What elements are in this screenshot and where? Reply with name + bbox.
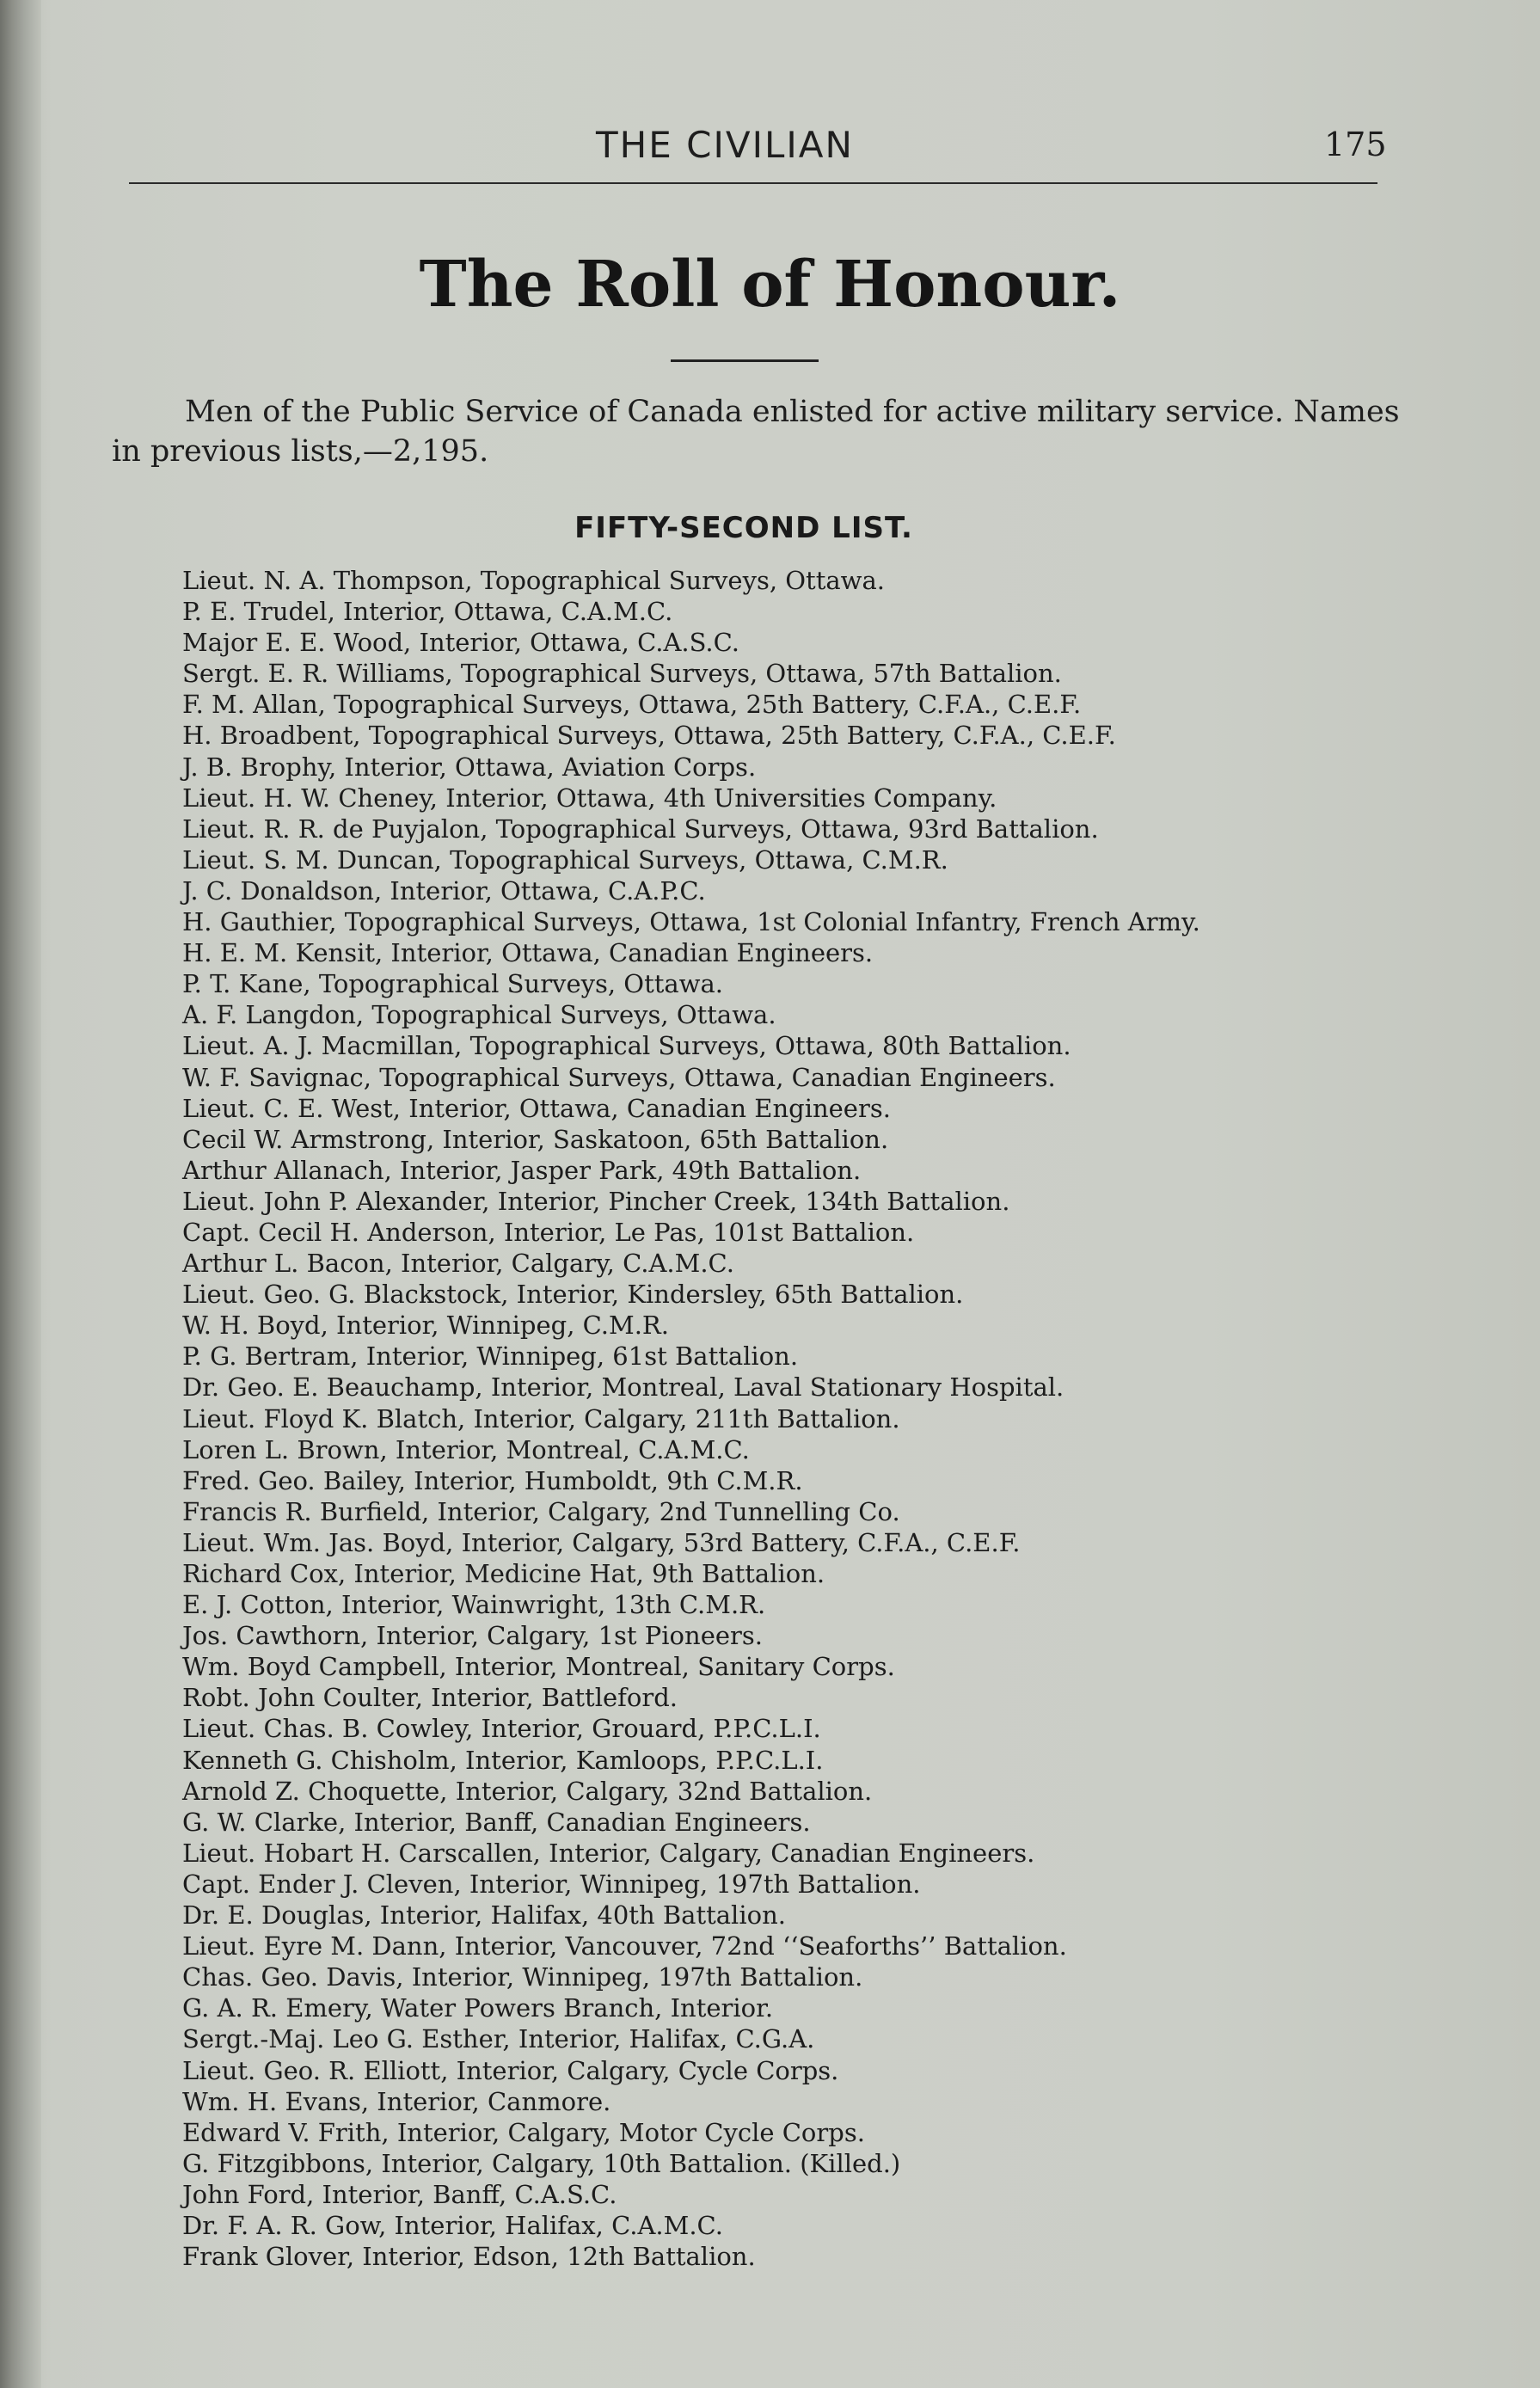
running-header	[0, 120, 1540, 172]
list-item: G. W. Clarke, Interior, Banff, Canadian Engineers.	[182, 1807, 811, 1837]
list-item: Lieut. R. R. de Puyjalon, Topographical Surveys, Ottawa, 93rd Battalion.	[182, 813, 1099, 844]
list-item: Lieut. Wm. Jas. Boyd, Interior, Calgary, 53rd Battery, C.F.A., C.E.F.	[182, 1527, 1021, 1557]
list-item: John Ford, Interior, Banff, C.A.S.C.	[182, 2179, 617, 2209]
list-item: Lieut. Geo. G. Blackstock, Interior, Kindersley, 65th Battalion.	[182, 1280, 964, 1310]
list-item: Major E. E. Wood, Interior, Ottawa, C.A.S.C.	[182, 628, 740, 658]
list-item: Arthur Allanach, Interior, Jasper Park, 49th Battalion.	[182, 1155, 862, 1185]
list-item: Lieut. A. J. Macmillan, Topographical Surveys, Ottawa, 80th Battalion.	[182, 1031, 1071, 1061]
list-item: H. E. M. Kensit, Interior, Ottawa, Canadian Engineers.	[182, 938, 874, 968]
list-item: Kenneth G. Chisholm, Interior, Kamloops, P.P.C.L.I.	[182, 1745, 824, 1775]
list-item: Lieut. Floyd K. Blatch, Interior, Calgary, 211th Battalion.	[182, 1403, 900, 1433]
honour-roll-list	[182, 565, 1386, 2272]
list-item: Capt. Ender J. Cleven, Interior, Winnipeg, 197th Battalion.	[182, 1869, 921, 1899]
list-item: Sergt.-Maj. Leo G. Esther, Interior, Halifax, C.G.A.	[182, 2024, 815, 2054]
list-item: Wm. Boyd Campbell, Interior, Montreal, Sanitary Corps.	[182, 1652, 895, 1682]
list-item: W. H. Boyd, Interior, Winnipeg, C.M.R.	[182, 1311, 669, 1341]
list-item: Edward V. Frith, Interior, Calgary, Motor Cycle Corps.	[182, 2117, 865, 2147]
list-item: Wm. H. Evans, Interior, Canmore.	[182, 2086, 611, 2116]
list-item: Arthur L. Bacon, Interior, Calgary, C.A.M.C.	[182, 1249, 734, 1279]
list-item: Lieut. John P. Alexander, Interior, Pincher Creek, 134th Battalion.	[182, 1186, 1010, 1216]
list-item: Chas. Geo. Davis, Interior, Winnipeg, 197th Battalion.	[182, 1962, 863, 1992]
list-item: Capt. Cecil H. Anderson, Interior, Le Pas, 101st Battalion.	[182, 1217, 915, 1247]
intro-paragraph: Men of the Public Service of Canada enlisted for active military service. Names in previous lists,—2,195.	[112, 395, 1400, 469]
header-rule	[129, 182, 1377, 184]
list-item: E. J. Cotton, Interior, Wainwright, 13th C.M.R.	[182, 1590, 766, 1620]
list-item: H. Gauthier, Topographical Surveys, Ottawa, 1st Colonial Infantry, French Army.	[182, 907, 1200, 937]
list-item: Robt. John Coulter, Interior, Battleford.	[182, 1683, 678, 1713]
list-item: Dr. Geo. E. Beauchamp, Interior, Montreal, Laval Stationary Hospital.	[182, 1372, 1065, 1403]
list-item: Sergt. E. R. Williams, Topographical Surveys, Ottawa, 57th Battalion.	[182, 659, 1062, 689]
list-item: P. T. Kane, Topographical Surveys, Ottawa.	[182, 969, 724, 999]
list-item: P. E. Trudel, Interior, Ottawa, C.A.M.C.	[182, 597, 673, 627]
page-number: 175	[1324, 126, 1387, 163]
list-item: Lieut. N. A. Thompson, Topographical Surveys, Ottawa.	[182, 566, 885, 595]
list-item: Loren L. Brown, Interior, Montreal, C.A.M.C.	[182, 1434, 750, 1464]
list-heading: FIFTY-SECOND LIST.	[574, 511, 913, 545]
list-item: Cecil W. Armstrong, Interior, Saskatoon, 65th Battalion.	[182, 1124, 889, 1154]
list-item: F. M. Allan, Topographical Surveys, Ottawa, 25th Battery, C.F.A., C.E.F.	[182, 690, 1082, 720]
list-item: J. B. Brophy, Interior, Ottawa, Aviation Corps.	[182, 752, 757, 782]
list-item: H. Broadbent, Topographical Surveys, Ottawa, 25th Battery, C.F.A., C.E.F.	[182, 721, 1116, 751]
list-item: Richard Cox, Interior, Medicine Hat, 9th Battalion.	[182, 1559, 825, 1588]
list-item: Lieut. Eyre M. Dann, Interior, Vancouver, 72nd ‘‘Seaforths’’ Battalion.	[182, 1931, 1067, 1961]
list-item: Lieut. C. E. West, Interior, Ottawa, Canadian Engineers.	[182, 1093, 891, 1123]
list-item: A. F. Langdon, Topographical Surveys, Ottawa.	[182, 1000, 776, 1030]
list-item: Fred. Geo. Bailey, Interior, Humboldt, 9th C.M.R.	[182, 1465, 803, 1495]
list-item: P. G. Bertram, Interior, Winnipeg, 61st Battalion.	[182, 1341, 799, 1372]
list-item: Lieut. Hobart H. Carscallen, Interior, Calgary, Canadian Engineers.	[182, 1838, 1035, 1868]
list-item: Lieut. S. M. Duncan, Topographical Surveys, Ottawa, C.M.R.	[182, 844, 948, 875]
list-item: Frank Glover, Interior, Edson, 12th Battalion.	[182, 2242, 756, 2272]
list-item: Jos. Cawthorn, Interior, Calgary, 1st Pioneers.	[182, 1621, 763, 1651]
list-item: Arnold Z. Choquette, Interior, Calgary, 32nd Battalion.	[182, 1776, 873, 1806]
list-item: Dr. F. A. R. Gow, Interior, Halifax, C.A.M.C.	[182, 2210, 723, 2240]
list-item: G. Fitzgibbons, Interior, Calgary, 10th Battalion. (Killed.)	[182, 2148, 901, 2178]
list-item: Lieut. Geo. R. Elliott, Interior, Calgary, Cycle Corps.	[182, 2055, 839, 2085]
list-item: Lieut. Chas. B. Cowley, Interior, Grouard, P.P.C.L.I.	[182, 1714, 821, 1744]
list-item: Dr. E. Douglas, Interior, Halifax, 40th Battalion.	[182, 1900, 786, 1931]
list-item: Lieut. H. W. Cheney, Interior, Ottawa, 4th Universities Company.	[182, 783, 997, 813]
book-spine-shadow	[0, 0, 41, 2388]
page-title: The Roll of Honour.	[419, 248, 1121, 322]
list-item: J. C. Donaldson, Interior, Ottawa, C.A.P.C.	[182, 875, 706, 905]
running-title: THE CIVILIAN	[596, 124, 854, 166]
title-rule	[671, 359, 819, 362]
list-item: G. A. R. Emery, Water Powers Branch, Interior.	[182, 1993, 774, 2023]
list-item: Francis R. Burfield, Interior, Calgary, 2nd Tunnelling Co.	[182, 1496, 900, 1526]
list-item: W. F. Savignac, Topographical Surveys, Ottawa, Canadian Engineers.	[182, 1062, 1056, 1092]
